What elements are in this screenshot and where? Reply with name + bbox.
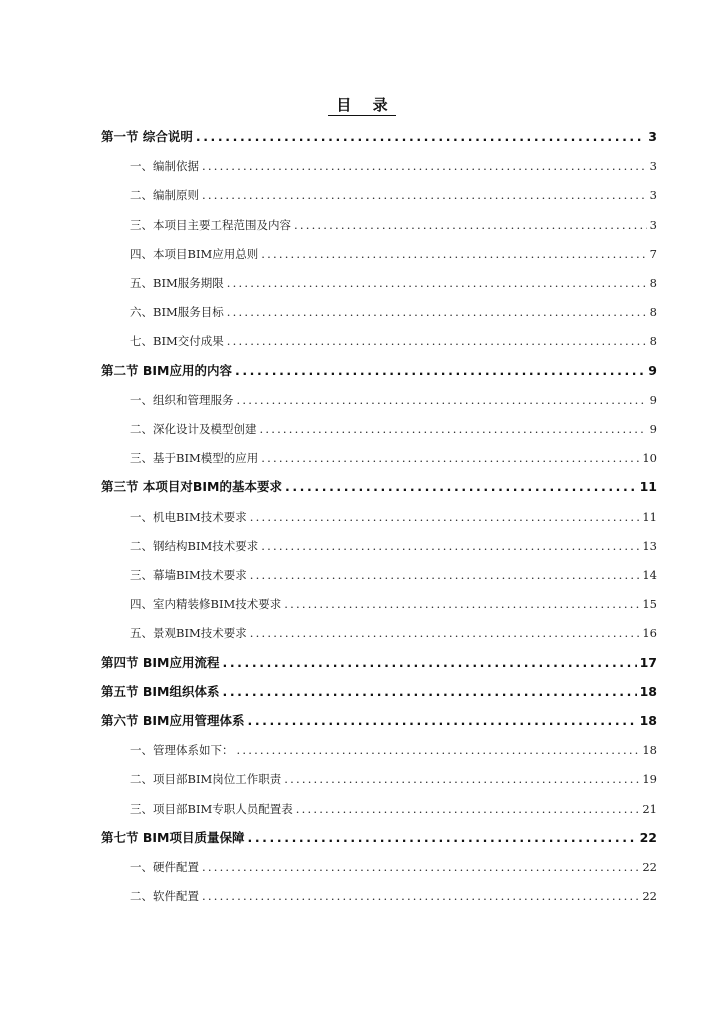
toc-page-number: 3 — [649, 188, 657, 203]
toc-subsection-entry — [130, 740, 657, 760]
dot-leader — [237, 740, 640, 760]
toc-entry-label: 一、机电BIM技术要求 — [130, 509, 247, 524]
toc-entry-label: 一、管理体系如下： — [130, 743, 234, 758]
toc-section-entry — [101, 653, 657, 673]
toc-entry-label: 五、景观BIM技术要求 — [130, 626, 247, 641]
toc-page-number: 18 — [639, 683, 657, 699]
toc-entry-label: 二、钢结构BIM技术要求 — [130, 538, 259, 553]
toc-page-number: 3 — [649, 217, 657, 232]
dot-leader — [222, 682, 636, 702]
dot-leader — [284, 594, 639, 614]
toc-subsection-entry — [130, 886, 657, 906]
toc-page-number: 8 — [649, 334, 657, 349]
toc-subsection-entry — [130, 185, 657, 205]
toc-entry-label: 一、硬件配置 — [130, 860, 199, 874]
toc-entry-label: 六、BIM服务目标 — [130, 305, 224, 320]
dot-leader — [227, 331, 647, 351]
toc-entry-label: 二、编制原则 — [130, 188, 199, 203]
dot-leader — [250, 623, 640, 643]
dot-leader — [227, 273, 647, 293]
toc-page-number: 8 — [649, 305, 657, 320]
toc-section-entry — [101, 361, 657, 381]
toc-page-number: 3 — [649, 159, 657, 174]
toc-entry-label: 二、软件配置 — [130, 889, 199, 904]
toc-subsection-entry — [130, 507, 657, 527]
toc-page-number: 22 — [642, 889, 657, 904]
toc-page-number: 15 — [642, 597, 657, 612]
toc-entry-label: 第二节 BIM应用的内容 — [101, 362, 232, 378]
dot-leader — [250, 565, 640, 585]
dot-leader — [261, 244, 646, 264]
toc-title: 目 录 — [0, 94, 724, 115]
toc-page-number: 8 — [649, 276, 657, 290]
toc-subsection-entry — [130, 623, 657, 643]
toc-page-number: 22 — [639, 829, 657, 845]
toc-subsection-entry — [130, 302, 657, 322]
dot-leader — [285, 477, 637, 497]
toc-entry-label: 二、项目部BIM岗位工作职责 — [130, 772, 282, 787]
toc-section-entry — [101, 477, 657, 497]
toc-subsection-entry — [130, 419, 657, 439]
toc-page-number: 13 — [642, 538, 657, 553]
toc-subsection-entry — [130, 594, 657, 614]
toc-subsection-entry — [130, 536, 657, 556]
toc-section-entry — [101, 828, 657, 848]
toc-entry-label: 四、室内精装修BIM技术要求 — [130, 597, 282, 612]
dot-leader — [202, 156, 647, 176]
toc-entry-label: 第六节 BIM应用管理体系 — [101, 713, 245, 728]
toc-subsection-entry — [130, 273, 657, 293]
toc-entry-label: 一、组织和管理服务 — [130, 392, 234, 407]
toc-subsection-entry — [130, 390, 657, 410]
dot-leader — [296, 799, 640, 819]
toc-entry-label: 一、编制依据 — [130, 159, 199, 174]
toc-entry-label: 三、本项目主要工程范围及内容 — [130, 217, 291, 232]
dot-leader — [196, 127, 645, 147]
toc-entry-label: 第三节 本项目对BIM的基本要求 — [101, 479, 282, 495]
dot-leader — [250, 507, 640, 527]
toc-entry-label: 三、幕墙BIM技术要求 — [130, 568, 247, 582]
toc-page-number: 18 — [639, 713, 657, 728]
toc-page-number: 11 — [639, 479, 657, 495]
dot-leader — [202, 886, 639, 906]
dot-leader — [227, 302, 647, 322]
dot-leader — [237, 390, 647, 410]
toc-page-number: 14 — [642, 568, 657, 582]
toc-page-number: 3 — [648, 129, 657, 144]
toc-entry-label: 三、基于BIM模型的应用 — [130, 451, 259, 466]
dot-leader — [222, 653, 636, 673]
dot-leader — [202, 185, 647, 205]
toc-subsection-entry — [130, 215, 657, 235]
toc-entry-label: 第四节 BIM应用流程 — [101, 654, 220, 670]
toc-page-number: 21 — [642, 801, 657, 816]
toc-page-number: 10 — [642, 451, 657, 466]
toc-section-entry — [101, 127, 657, 147]
toc-subsection-entry — [130, 244, 657, 264]
toc-page-number: 9 — [649, 392, 657, 407]
dot-leader — [294, 215, 647, 235]
toc-section-entry — [101, 711, 657, 731]
toc-entry-label: 第七节 BIM项目质量保障 — [101, 829, 245, 845]
toc-page-number: 18 — [642, 743, 657, 758]
toc-page-number: 9 — [648, 362, 657, 378]
toc-entry-label: 第一节 综合说明 — [101, 129, 193, 144]
toc-entry-label: 四、本项目BIM应用总则 — [130, 246, 259, 261]
toc-page-number: 9 — [649, 422, 657, 436]
toc-page-number: 19 — [642, 772, 657, 787]
dot-leader — [261, 536, 639, 556]
dot-leader — [247, 828, 636, 848]
dot-leader — [235, 361, 645, 381]
dot-leader — [260, 419, 647, 439]
toc-page-number: 22 — [642, 860, 657, 874]
toc-page-number: 17 — [639, 654, 657, 670]
toc-page-number: 16 — [642, 626, 657, 641]
toc-page-number: 7 — [649, 246, 657, 261]
toc-subsection-entry — [130, 857, 657, 877]
toc-entry-label: 五、BIM服务期限 — [130, 276, 224, 290]
toc-entry-label: 第五节 BIM组织体系 — [101, 683, 220, 699]
dot-leader — [284, 769, 639, 789]
toc-entry-label: 三、项目部BIM专职人员配置表 — [130, 801, 293, 816]
toc-entry-label: 二、深化设计及模型创建 — [130, 422, 257, 436]
dot-leader — [247, 711, 636, 731]
dot-leader — [202, 857, 639, 877]
toc-entry-label: 七、BIM交付成果 — [130, 334, 224, 349]
toc-subsection-entry — [130, 769, 657, 789]
toc-page-number: 11 — [642, 509, 657, 524]
toc-subsection-entry — [130, 331, 657, 351]
toc-subsection-entry — [130, 799, 657, 819]
toc-section-entry — [101, 682, 657, 702]
dot-leader — [261, 448, 639, 468]
toc-subsection-entry — [130, 156, 657, 176]
toc-subsection-entry — [130, 448, 657, 468]
toc-subsection-entry — [130, 565, 657, 585]
